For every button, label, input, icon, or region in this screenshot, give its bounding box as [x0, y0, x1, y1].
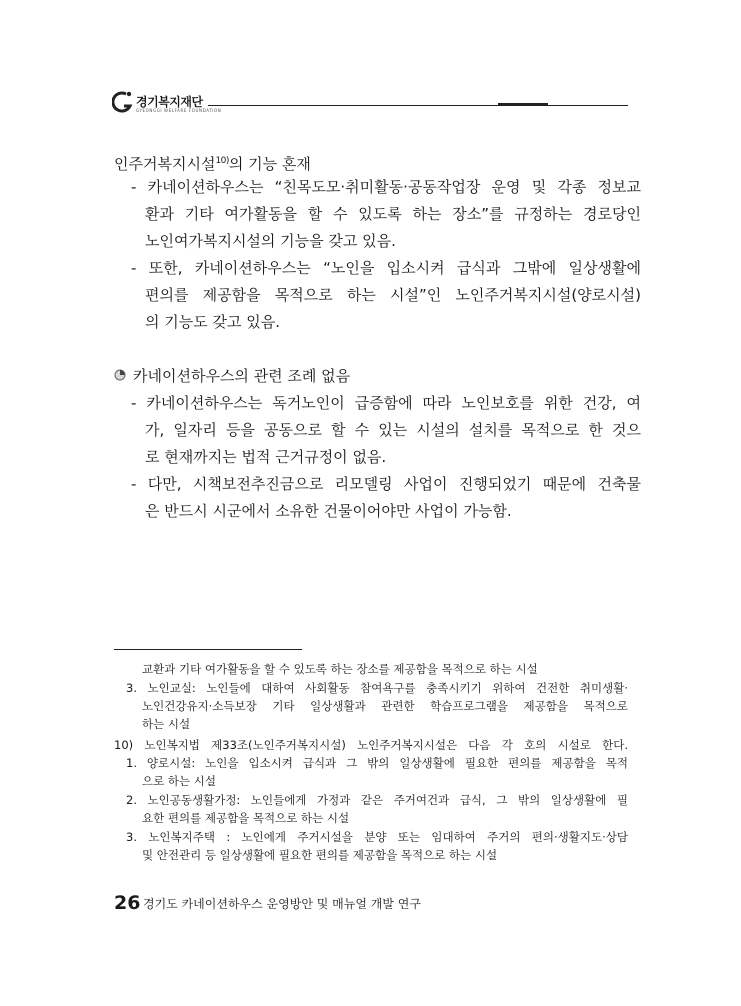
page-header — [112, 88, 628, 118]
section-title-end: 의 기능 혼재 — [228, 155, 311, 173]
footnote-line: 요한 편의를 제공함을 목적으로 하는 시설 — [142, 811, 350, 825]
header-rule — [208, 105, 628, 106]
section-title-text: 인주거복지시설 — [114, 155, 216, 173]
footnote-line: 10) 노인복지법 제33조(노인주거복지시설) 노인주거복지시설은 다음 각 호의 시설로 한다. — [114, 738, 628, 752]
body-line: 은 반드시 시군에서 소유한 건물이어야만 사업이 가능함. — [145, 502, 512, 520]
logo-text: 경기복지재단 — [136, 95, 203, 109]
foundation-logo-icon — [112, 90, 134, 114]
footnote-ref[interactable]: 10) — [215, 156, 229, 166]
body-line: 환과 기타 여가활동을 할 수 있도록 하는 장소”를 규정하는 경로당인 — [145, 205, 641, 223]
footnote-rule — [114, 649, 302, 650]
body-line: - 카네이션하우스는 “친목도모·취미활동·공동작업장 운영 및 각종 정보교 — [131, 178, 641, 196]
footnote-line: 및 안전관리 등 일상생활에 필요한 편의를 제공함을 목적으로 하는 시설 — [142, 848, 498, 862]
section-title — [114, 151, 311, 174]
body-line: - 또한, 카네이션하우스는 “노인을 입소시켜 급식과 그밖에 일상생활에 — [131, 259, 641, 277]
logo-subtext: GYEONGGI WELFARE FOUNDATION — [136, 108, 222, 113]
footnote-line: 2. 노인공동생활가정: 노인들에게 가정과 같은 주거여건과 급식, 그 밖의 일상생활에 필 — [126, 793, 628, 807]
header-rule-accent — [498, 103, 548, 105]
body-line: 가, 일자리 등을 공동으로 할 수 있는 시설의 설치를 목적으로 한 것으 — [145, 421, 641, 439]
bullet-title: 카네이션하우스의 관련 조례 없음 — [133, 367, 351, 385]
body-line: 노인여가복지시설의 기능을 갖고 있음. — [145, 232, 396, 250]
footnote-line: 3. 노인교실: 노인들에 대하여 사회활동 참여욕구를 충족시키기 위하여 건전한 취미생활· — [126, 681, 628, 695]
body-line: - 다만, 시책보전추진금으로 리모델링 사업이 진행되었기 때문에 건축물 — [131, 475, 641, 493]
body-line: 편의를 제공함을 목적으로 하는 시설”인 노인주거복지시설(양로시설) — [145, 286, 641, 304]
footnote-line: 하는 시설 — [142, 717, 191, 731]
body-line: - 카네이션하우스는 독거노인이 급증함에 따라 노인보호를 위한 건강, 여 — [131, 394, 641, 412]
footnote-line: 3. 노인복지주택 : 노인에게 주거시설을 분양 또는 임대하여 주거의 편의·생활지도·상담 — [126, 830, 628, 844]
body-line: 로 현재까지는 법적 근거규정이 없음. — [145, 448, 387, 466]
book-title: 경기도 카네이션하우스 운영방안 및 매뉴얼 개발 연구 — [143, 897, 421, 911]
footnote-line: 교환과 기타 여가활동을 할 수 있도록 하는 장소를 제공함을 목적으로 하는 시설 — [142, 662, 538, 676]
footnote-line: 1. 양로시설: 노인을 입소시켜 급식과 그 밖의 일상생활에 필요한 편의를 제공함을 목적 — [126, 756, 628, 770]
body-line: 의 기능도 갖고 있음. — [145, 313, 280, 331]
bullet-icon — [114, 369, 126, 381]
footnote-line: 노인건강유지·소득보장 기타 일상생활과 관련한 학습프로그램을 제공함을 목적으로 — [142, 699, 628, 713]
footnote-line: 으로 하는 시설 — [142, 774, 216, 788]
page-number: 26 — [114, 892, 141, 914]
